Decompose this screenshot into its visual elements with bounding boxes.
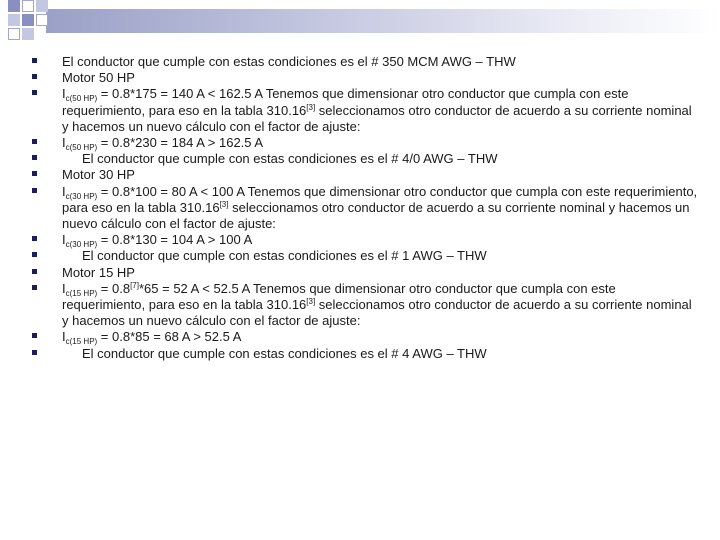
square-bullet-icon: [32, 188, 37, 193]
decor-square: [8, 28, 20, 40]
reference-superscript: [3]: [219, 199, 229, 209]
item-text: [62, 329, 242, 347]
text-run: = 0.8: [97, 280, 131, 296]
text-run: seleccionamos otro conductor de acuerdo a su corriente nominal y hacemos un nuevo cálculo con el factor de ajuste:: [62, 297, 692, 329]
text-run: I: [62, 135, 66, 151]
square-bullet-icon: [32, 155, 37, 160]
decor-square: [36, 0, 48, 12]
list-item: [28, 54, 698, 70]
reference-superscript: [3]: [306, 102, 316, 112]
bullet-list: [28, 54, 698, 362]
square-bullet-icon: [32, 350, 37, 355]
text-run: I: [62, 183, 66, 199]
text-run: I: [62, 86, 66, 102]
text-run: Motor 15 HP: [62, 264, 135, 280]
text-run: seleccionamos otro conductor de acuerdo a su corriente nominal y hacemos un nuevo cálculo con el factor de ajuste:: [62, 102, 692, 134]
list-item: [28, 265, 698, 281]
subscript: c(15 HP): [65, 337, 98, 347]
item-text: [62, 281, 692, 328]
text-run: *65 = 52 A < 52.5 A Tenemos que dimensionar otro conductor que cumpla con este requerimiento, para eso en la tabla 310.16: [62, 280, 616, 313]
list-item: [28, 281, 698, 330]
item-text: [62, 135, 264, 153]
list-item: [28, 86, 698, 135]
text-run: = 0.8*100 = 80 A < 100 A Tenemos que dimensionar otro conductor que cumpla con este requerimiento, para eso en la tabla 310.16: [62, 183, 698, 215]
square-bullet-icon: [32, 236, 37, 241]
square-bullet-icon: [32, 252, 37, 257]
text-run: El conductor que cumple con estas condiciones es el # 4 AWG – THW: [82, 345, 487, 361]
list-item: [28, 167, 698, 183]
list-item: [28, 184, 698, 233]
reference-superscript: [7]: [130, 280, 139, 290]
list-item: [28, 70, 698, 86]
text-run: El conductor que cumple con estas condiciones es el # 350 MCM AWG – THW: [62, 54, 516, 69]
decor-square: [22, 28, 34, 40]
item-text: [62, 232, 253, 250]
list-item: [28, 135, 698, 151]
text-run: I: [62, 280, 66, 296]
text-run: = 0.8*230 = 184 A > 162.5 A: [97, 135, 264, 151]
item-text: [62, 184, 697, 231]
item-text: [62, 248, 487, 264]
item-text: [62, 151, 498, 167]
text-run: Motor 30 HP: [62, 167, 135, 183]
subscript: c(50 HP): [65, 143, 98, 153]
text-run: I: [62, 232, 66, 248]
square-bullet-icon: [32, 139, 37, 144]
subscript: c(30 HP): [65, 240, 98, 250]
slide-header-decoration: [0, 0, 720, 46]
item-text: [62, 346, 487, 362]
text-run: seleccionamos otro conductor de acuerdo a su corriente nominal y hacemos un nuevo cálculo con el factor de ajuste:: [62, 199, 690, 232]
list-item: [28, 329, 698, 345]
item-text: [62, 167, 135, 182]
square-bullet-icon: [32, 333, 37, 338]
subscript: c(30 HP): [65, 191, 98, 201]
list-item: [28, 151, 698, 167]
item-text: [62, 86, 692, 133]
text-run: El conductor que cumple con estas condiciones es el # 1 AWG – THW: [82, 248, 487, 264]
decor-square: [22, 14, 34, 26]
decor-square: [22, 0, 34, 12]
decor-square: [8, 14, 20, 26]
list-item: [28, 346, 698, 362]
text-run: = 0.8*85 = 68 A > 52.5 A: [97, 329, 242, 345]
list-item: [28, 232, 698, 248]
square-bullet-icon: [32, 171, 37, 176]
text-run: = 0.8*175 = 140 A < 162.5 A Tenemos que dimensionar otro conductor que cumpla con este requerimiento, para eso en la tabla 310.16: [62, 86, 629, 118]
square-bullet-icon: [32, 269, 37, 274]
text-run: El conductor que cumple con estas condiciones es el # 4/0 AWG – THW: [82, 151, 498, 167]
decor-square: [8, 0, 20, 12]
text-run: Motor 50 HP: [62, 70, 135, 86]
square-bullet-icon: [32, 58, 37, 63]
square-bullet-icon: [32, 90, 37, 95]
item-text: [62, 54, 516, 69]
subscript: c(50 HP): [65, 94, 98, 104]
reference-superscript: [3]: [306, 297, 316, 307]
item-text: [62, 70, 135, 85]
list-item: [28, 248, 698, 264]
text-run: I: [62, 329, 66, 345]
subscript: c(15 HP): [65, 288, 98, 298]
square-bullet-icon: [32, 74, 37, 79]
item-text: [62, 265, 135, 280]
decor-square: [36, 14, 48, 26]
header-gradient-bar: [46, 9, 720, 33]
square-bullet-icon: [32, 285, 37, 290]
text-run: = 0.8*130 = 104 A > 100 A: [97, 232, 253, 248]
